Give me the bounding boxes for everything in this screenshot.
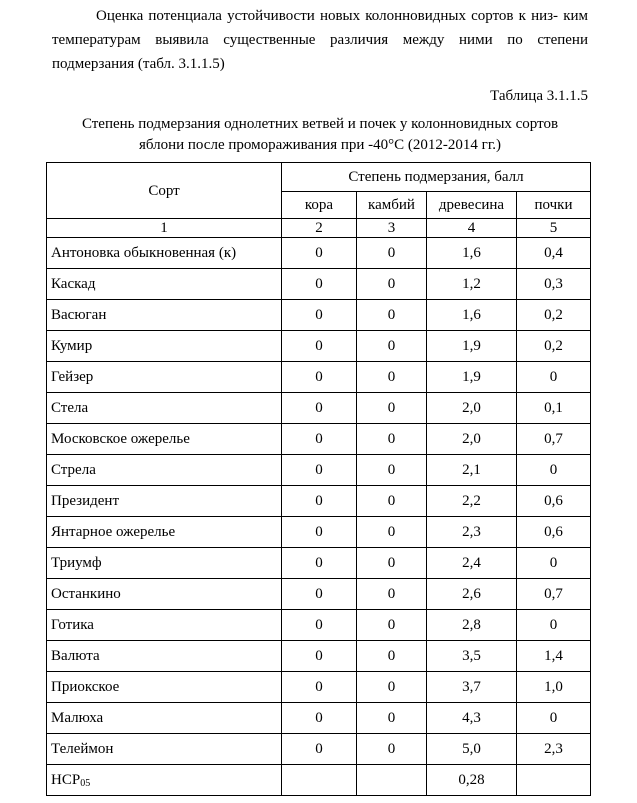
kambiy-cell: 0 bbox=[357, 548, 427, 579]
variety-name-cell: Президент bbox=[47, 486, 282, 517]
kora-cell: 0 bbox=[282, 486, 357, 517]
intro-line-2: ким температурам выявила существенные различия между ними по степени bbox=[52, 8, 589, 48]
drevesina-cell: 1,2 bbox=[427, 269, 517, 300]
variety-name-cell: Триумф bbox=[47, 548, 282, 579]
variety-name-cell: Стела bbox=[47, 393, 282, 424]
variety-name-cell: Каскад bbox=[47, 269, 282, 300]
pochki-cell: 0,2 bbox=[517, 300, 591, 331]
kambiy-cell: 0 bbox=[357, 362, 427, 393]
table-row bbox=[47, 300, 591, 331]
kora-cell: 0 bbox=[282, 641, 357, 672]
kambiy-cell: 0 bbox=[357, 579, 427, 610]
subheader-drevesina: древесина bbox=[427, 192, 517, 219]
pochki-cell: 0,2 bbox=[517, 331, 591, 362]
kora-cell: 0 bbox=[282, 331, 357, 362]
hcp-subscript: 05 bbox=[80, 778, 91, 789]
drevesina-cell: 2,4 bbox=[427, 548, 517, 579]
pochki-cell: 0,3 bbox=[517, 269, 591, 300]
pochki-cell: 0,7 bbox=[517, 579, 591, 610]
drevesina-cell: 2,6 bbox=[427, 579, 517, 610]
table-row bbox=[47, 672, 591, 703]
kora-cell: 0 bbox=[282, 703, 357, 734]
pochki-cell: 0 bbox=[517, 362, 591, 393]
drevesina-cell: 2,0 bbox=[427, 393, 517, 424]
table-row bbox=[47, 362, 591, 393]
kambiy-cell: 0 bbox=[357, 269, 427, 300]
pochki-cell: 0 bbox=[517, 548, 591, 579]
kambiy-cell: 0 bbox=[357, 610, 427, 641]
kambiy-cell: 0 bbox=[357, 424, 427, 455]
table-row bbox=[47, 486, 591, 517]
pochki-cell: 0,7 bbox=[517, 424, 591, 455]
pochki-cell: 0,6 bbox=[517, 517, 591, 548]
table-row bbox=[47, 734, 591, 765]
hcp-pochki-cell bbox=[517, 765, 591, 796]
kora-cell: 0 bbox=[282, 362, 357, 393]
pochki-cell: 0,4 bbox=[517, 238, 591, 269]
pochki-cell: 0 bbox=[517, 610, 591, 641]
table-row bbox=[47, 610, 591, 641]
variety-name-cell: Васюган bbox=[47, 300, 282, 331]
table-row bbox=[47, 238, 591, 269]
table-row bbox=[47, 641, 591, 672]
kora-cell: 0 bbox=[282, 455, 357, 486]
kora-cell: 0 bbox=[282, 238, 357, 269]
table-row bbox=[47, 579, 591, 610]
drevesina-cell: 4,3 bbox=[427, 703, 517, 734]
hcp-label: НСР bbox=[51, 772, 81, 788]
table-title bbox=[52, 114, 588, 156]
drevesina-cell: 2,8 bbox=[427, 610, 517, 641]
kora-cell: 0 bbox=[282, 424, 357, 455]
variety-name-cell: Валюта bbox=[47, 641, 282, 672]
table-row bbox=[47, 455, 591, 486]
table-row bbox=[47, 548, 591, 579]
table-row bbox=[47, 269, 591, 300]
hcp-label-cell bbox=[47, 765, 282, 796]
table-title-line-2: яблони после промораживания при -40°С (2012-2014 гг.) bbox=[138, 137, 502, 153]
subheader-pochki: почки bbox=[517, 192, 591, 219]
kambiy-cell: 0 bbox=[357, 517, 427, 548]
drevesina-cell: 1,6 bbox=[427, 300, 517, 331]
kambiy-cell: 0 bbox=[357, 703, 427, 734]
table-row bbox=[47, 703, 591, 734]
drevesina-cell: 3,5 bbox=[427, 641, 517, 672]
pochki-cell: 0 bbox=[517, 703, 591, 734]
kambiy-cell: 0 bbox=[357, 486, 427, 517]
kora-cell: 0 bbox=[282, 548, 357, 579]
header-sort: Сорт bbox=[47, 163, 282, 219]
hcp-drevesina-cell: 0,28 bbox=[427, 765, 517, 796]
column-number: 1 bbox=[47, 219, 282, 238]
pochki-cell: 0,1 bbox=[517, 393, 591, 424]
variety-name-cell: Антоновка обыкновенная (к) bbox=[47, 238, 282, 269]
intro-line-3: подмерзания (табл. 3.1.1.5) bbox=[52, 56, 225, 72]
table-row bbox=[47, 393, 591, 424]
pochki-cell: 0,6 bbox=[517, 486, 591, 517]
drevesina-cell: 1,9 bbox=[427, 362, 517, 393]
pochki-cell: 2,3 bbox=[517, 734, 591, 765]
pochki-cell: 1,0 bbox=[517, 672, 591, 703]
kora-cell: 0 bbox=[282, 393, 357, 424]
frost-damage-table bbox=[46, 162, 591, 796]
kora-cell: 0 bbox=[282, 672, 357, 703]
variety-name-cell: Приокское bbox=[47, 672, 282, 703]
table-row bbox=[47, 517, 591, 548]
variety-name-cell: Телеймон bbox=[47, 734, 282, 765]
hcp-kambiy-cell bbox=[357, 765, 427, 796]
variety-name-cell: Останкино bbox=[47, 579, 282, 610]
kambiy-cell: 0 bbox=[357, 331, 427, 362]
intro-line-1: Оценка потенциала устойчивости новых колонновидных сортов к низ- bbox=[96, 8, 559, 24]
kora-cell: 0 bbox=[282, 517, 357, 548]
intro-paragraph bbox=[52, 4, 588, 76]
column-number: 5 bbox=[517, 219, 591, 238]
kora-cell: 0 bbox=[282, 579, 357, 610]
kambiy-cell: 0 bbox=[357, 641, 427, 672]
kora-cell: 0 bbox=[282, 610, 357, 641]
kambiy-cell: 0 bbox=[357, 238, 427, 269]
kora-cell: 0 bbox=[282, 734, 357, 765]
subheader-kora: кора bbox=[282, 192, 357, 219]
subheader-kambiy: камбий bbox=[357, 192, 427, 219]
drevesina-cell: 2,2 bbox=[427, 486, 517, 517]
drevesina-cell: 3,7 bbox=[427, 672, 517, 703]
pochki-cell: 0 bbox=[517, 455, 591, 486]
variety-name-cell: Малюха bbox=[47, 703, 282, 734]
kambiy-cell: 0 bbox=[357, 393, 427, 424]
drevesina-cell: 2,0 bbox=[427, 424, 517, 455]
column-number: 2 bbox=[282, 219, 357, 238]
table-number: Таблица 3.1.1.5 bbox=[490, 88, 588, 104]
table-row bbox=[47, 331, 591, 362]
drevesina-cell: 1,6 bbox=[427, 238, 517, 269]
table-title-line-1: Степень подмерзания однолетних ветвей и почек у колонновидных сортов bbox=[81, 116, 559, 132]
kambiy-cell: 0 bbox=[357, 672, 427, 703]
variety-name-cell: Готика bbox=[47, 610, 282, 641]
hcp-kora-cell bbox=[282, 765, 357, 796]
kambiy-cell: 0 bbox=[357, 300, 427, 331]
pochki-cell: 1,4 bbox=[517, 641, 591, 672]
drevesina-cell: 1,9 bbox=[427, 331, 517, 362]
kambiy-cell: 0 bbox=[357, 734, 427, 765]
variety-name-cell: Кумир bbox=[47, 331, 282, 362]
variety-name-cell: Гейзер bbox=[47, 362, 282, 393]
drevesina-cell: 2,1 bbox=[427, 455, 517, 486]
hcp-row bbox=[47, 765, 591, 796]
variety-name-cell: Стрела bbox=[47, 455, 282, 486]
kora-cell: 0 bbox=[282, 269, 357, 300]
kora-cell: 0 bbox=[282, 300, 357, 331]
variety-name-cell: Янтарное ожерелье bbox=[47, 517, 282, 548]
drevesina-cell: 5,0 bbox=[427, 734, 517, 765]
variety-name-cell: Московское ожерелье bbox=[47, 424, 282, 455]
column-number: 4 bbox=[427, 219, 517, 238]
drevesina-cell: 2,3 bbox=[427, 517, 517, 548]
kambiy-cell: 0 bbox=[357, 455, 427, 486]
table-row bbox=[47, 424, 591, 455]
column-number: 3 bbox=[357, 219, 427, 238]
header-damage-degree: Степень подмерзания, балл bbox=[282, 163, 591, 192]
